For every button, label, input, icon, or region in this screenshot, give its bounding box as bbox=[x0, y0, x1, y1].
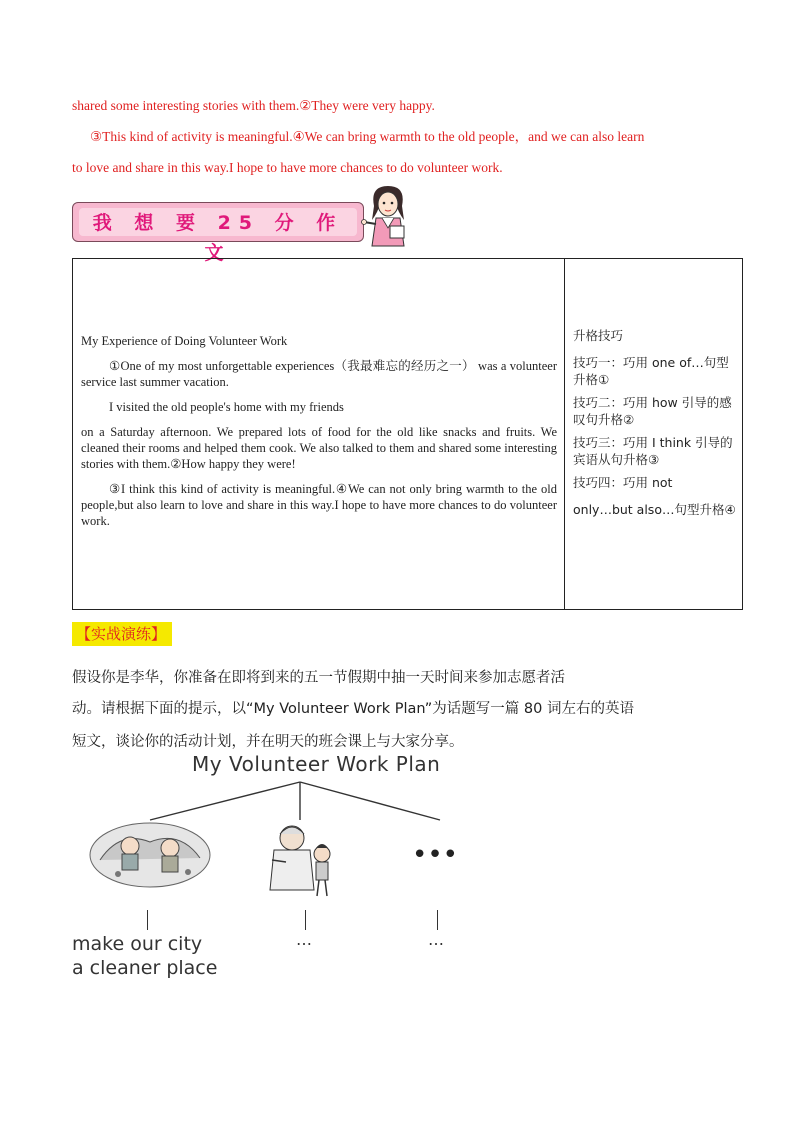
more-dots-icon: ••• bbox=[411, 840, 459, 870]
essay-paragraph-4: ③I think this kind of activity is meaningful.④We can not only bring warmth to the old people,but also learn to love and share in this way.I hope to have more chances to do volunteer work. bbox=[81, 482, 557, 528]
essay-table bbox=[72, 258, 743, 610]
tip-4-start: 技巧四：巧用 not bbox=[573, 475, 673, 490]
essay-cell bbox=[73, 259, 565, 610]
prompt-line-2: 动。请根据下面的提示，以“My Volunteer Work Plan”为话题写一篇 80 词左右的英语 bbox=[72, 701, 634, 717]
tips-title: 升格技巧 bbox=[573, 328, 624, 343]
tip-4-end: only…but also…句型升格④ bbox=[573, 502, 736, 517]
section-banner bbox=[72, 202, 364, 264]
essay-paragraph-2: I visited the old people's home with my friends bbox=[109, 400, 344, 414]
branch-3-tick bbox=[437, 910, 438, 930]
cleaning-kids-illustration bbox=[90, 823, 210, 887]
banner-label: 我 想 要 25 分 作 文 bbox=[79, 208, 357, 236]
essay-paragraph-3: on a Saturday afternoon. We prepared lots of food for the old like snacks and fruits. We cleaned their rooms and helped them cook. We also talked to them and shared some interesting stories with them.②How happy they were! bbox=[81, 425, 557, 471]
branch-3-label: … bbox=[428, 930, 444, 949]
branch-1-label-line-2: a cleaner place bbox=[72, 957, 218, 979]
essay-paragraph-1: ①One of my most unforgettable experiences（我最难忘的经历之一） was a volunteer service last summer vacation. bbox=[81, 359, 557, 389]
answer-line-2: ③This kind of activity is meaningful.④We can bring warmth to the old people，and we can also learn bbox=[90, 129, 645, 144]
tips-cell bbox=[565, 259, 743, 610]
branch-1-label-line-1: make our city bbox=[72, 933, 203, 955]
diagram-title: My Volunteer Work Plan bbox=[192, 752, 441, 776]
tip-1: 技巧一：巧用 one of…句型升格① bbox=[573, 355, 729, 387]
answer-line-1: shared some interesting stories with them.②They were very happy. bbox=[72, 98, 435, 113]
branch-1-tick bbox=[147, 910, 148, 930]
girl-illustration bbox=[360, 182, 418, 248]
branch-2-label: … bbox=[296, 930, 312, 949]
tip-3: 技巧三：巧用 I think 引导的宾语从句升格③ bbox=[573, 435, 733, 467]
answer-line-3: to love and share in this way.I hope to have more chances to do volunteer work. bbox=[72, 160, 503, 175]
prompt-line-1: 假设你是李华，你准备在即将到来的五一节假期中抽一天时间来参加志愿者活 bbox=[72, 670, 565, 686]
practice-section-tag: 【实战演练】 bbox=[72, 622, 172, 646]
prompt-line-3: 短文，谈论你的活动计划，并在明天的班会课上与大家分享。 bbox=[72, 734, 464, 750]
old-man-child-illustration bbox=[270, 826, 330, 896]
branch-2-tick bbox=[305, 910, 306, 930]
tip-2: 技巧二：巧用 how 引导的感叹句升格② bbox=[573, 395, 732, 427]
essay-title: My Experience of Doing Volunteer Work bbox=[81, 334, 288, 348]
